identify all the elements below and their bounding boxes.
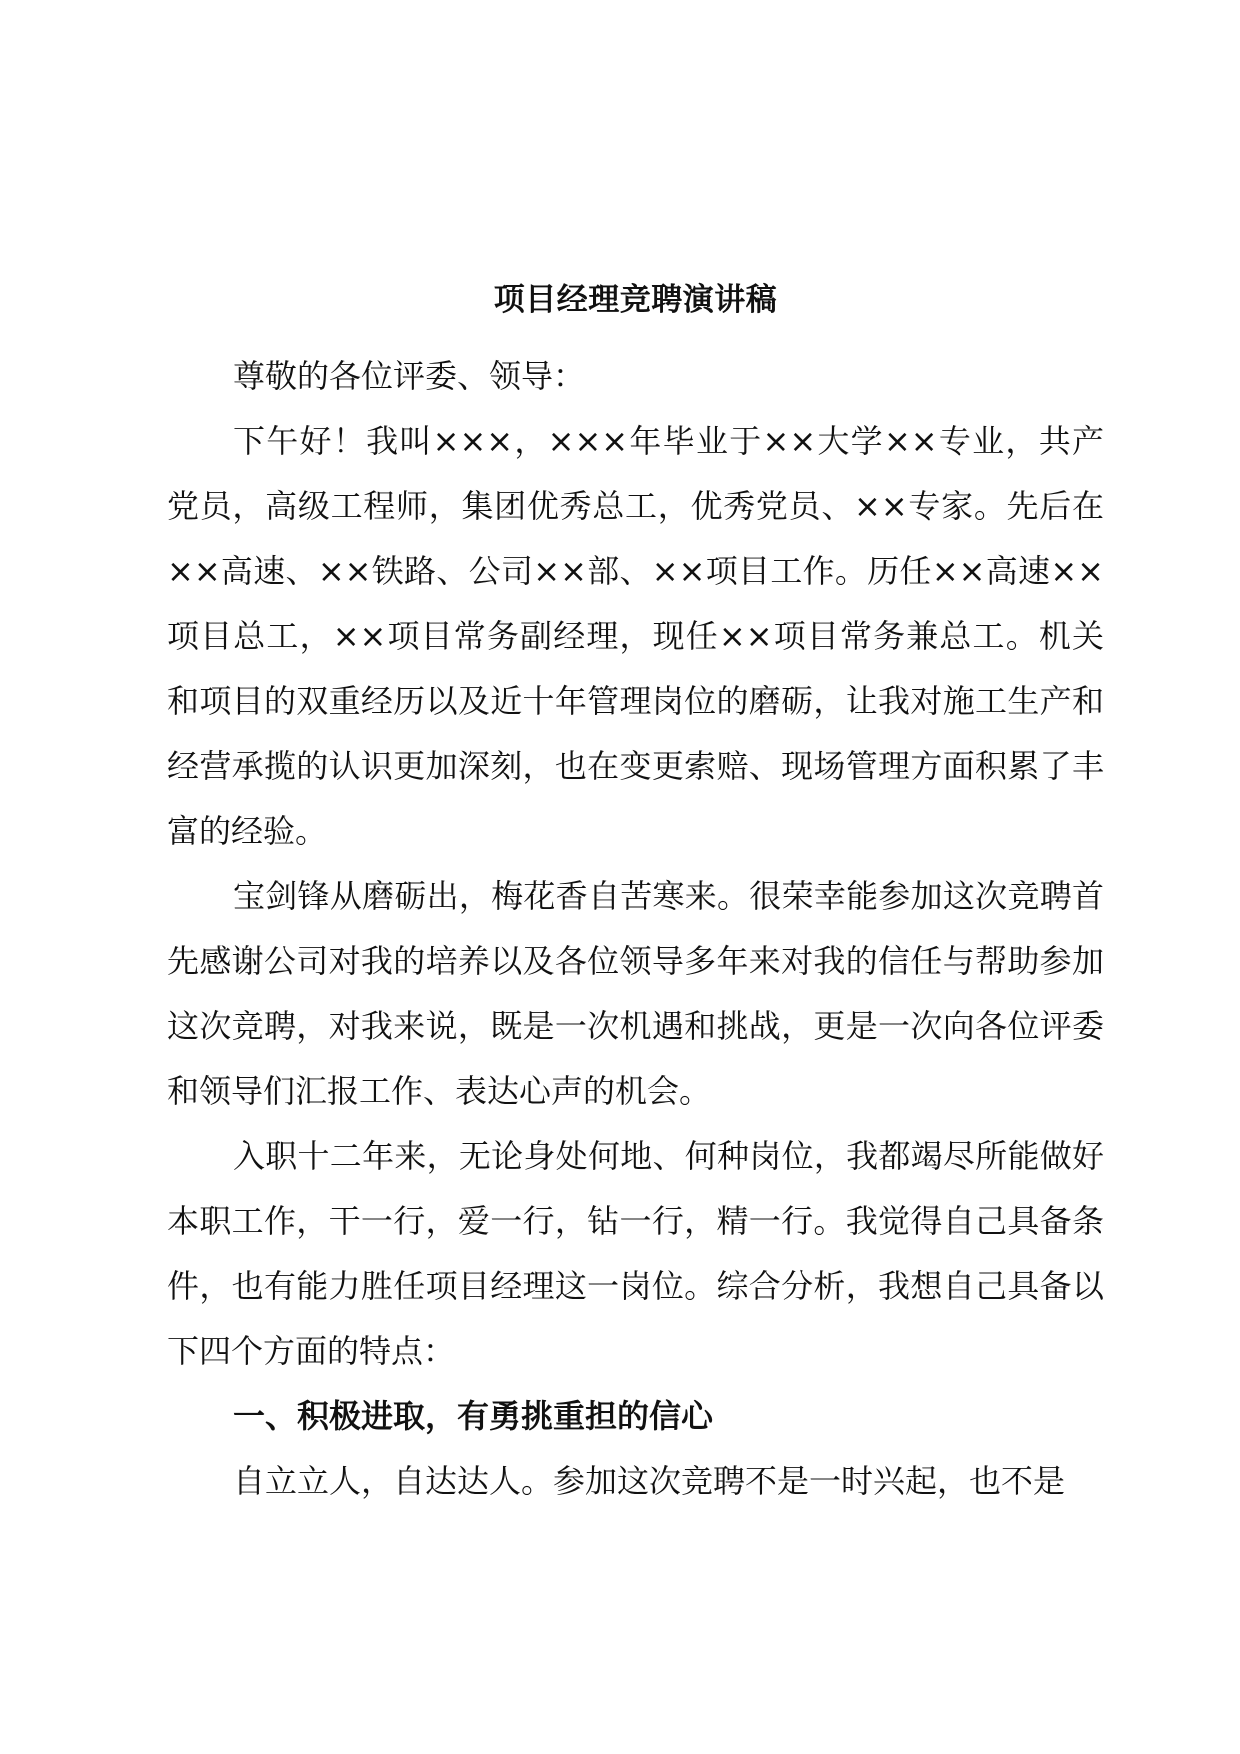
paragraph-section-one: 自立立人，自达达人。参加这次竞聘不是一时兴起，也不是 bbox=[233, 1462, 1066, 1500]
document-title: 项目经理竞聘演讲稿 bbox=[493, 282, 778, 318]
paragraph-introduction: 下午好！我叫×××，×××年毕业于××大学××专业，共产党员，高级工程师，集团优秀总工，优秀党员、××专家。先后在××高速、××铁路、公司××部、××项目工作。历任××高速××项目总工，××项目常务副经理，现任××项目常务兼总工。机关和项目的双重经历以及近十年管理岗位的磨砺，让我对施工生产和经营承揽的认识更加深刻，也在变更索赔、现场管理方面积累了丰富的经验。 bbox=[167, 422, 1104, 850]
salutation: 尊敬的各位评委、领导： bbox=[233, 357, 586, 395]
paragraph-gratitude: 宝剑锋从磨砺出，梅花香自苦寒来。很荣幸能参加这次竞聘首先感谢公司对我的培养以及各位领导多年来对我的信任与帮助参加这次竞聘，对我来说，既是一次机遇和挑战，更是一次向各位评委和领导们汇报工作、表达心声的机会。 bbox=[167, 877, 1104, 1110]
section-heading: 一、积极进取，有勇挑重担的信心 bbox=[233, 1397, 714, 1435]
document-body bbox=[167, 270, 1104, 1514]
paragraph-qualifications: 入职十二年来，无论身处何地、何种岗位，我都竭尽所能做好本职工作，干一行，爱一行，钻一行，精一行。我觉得自己具备条件，也有能力胜任项目经理这一岗位。综合分析，我想自己具备以下四个方面的特点： bbox=[167, 1137, 1104, 1370]
